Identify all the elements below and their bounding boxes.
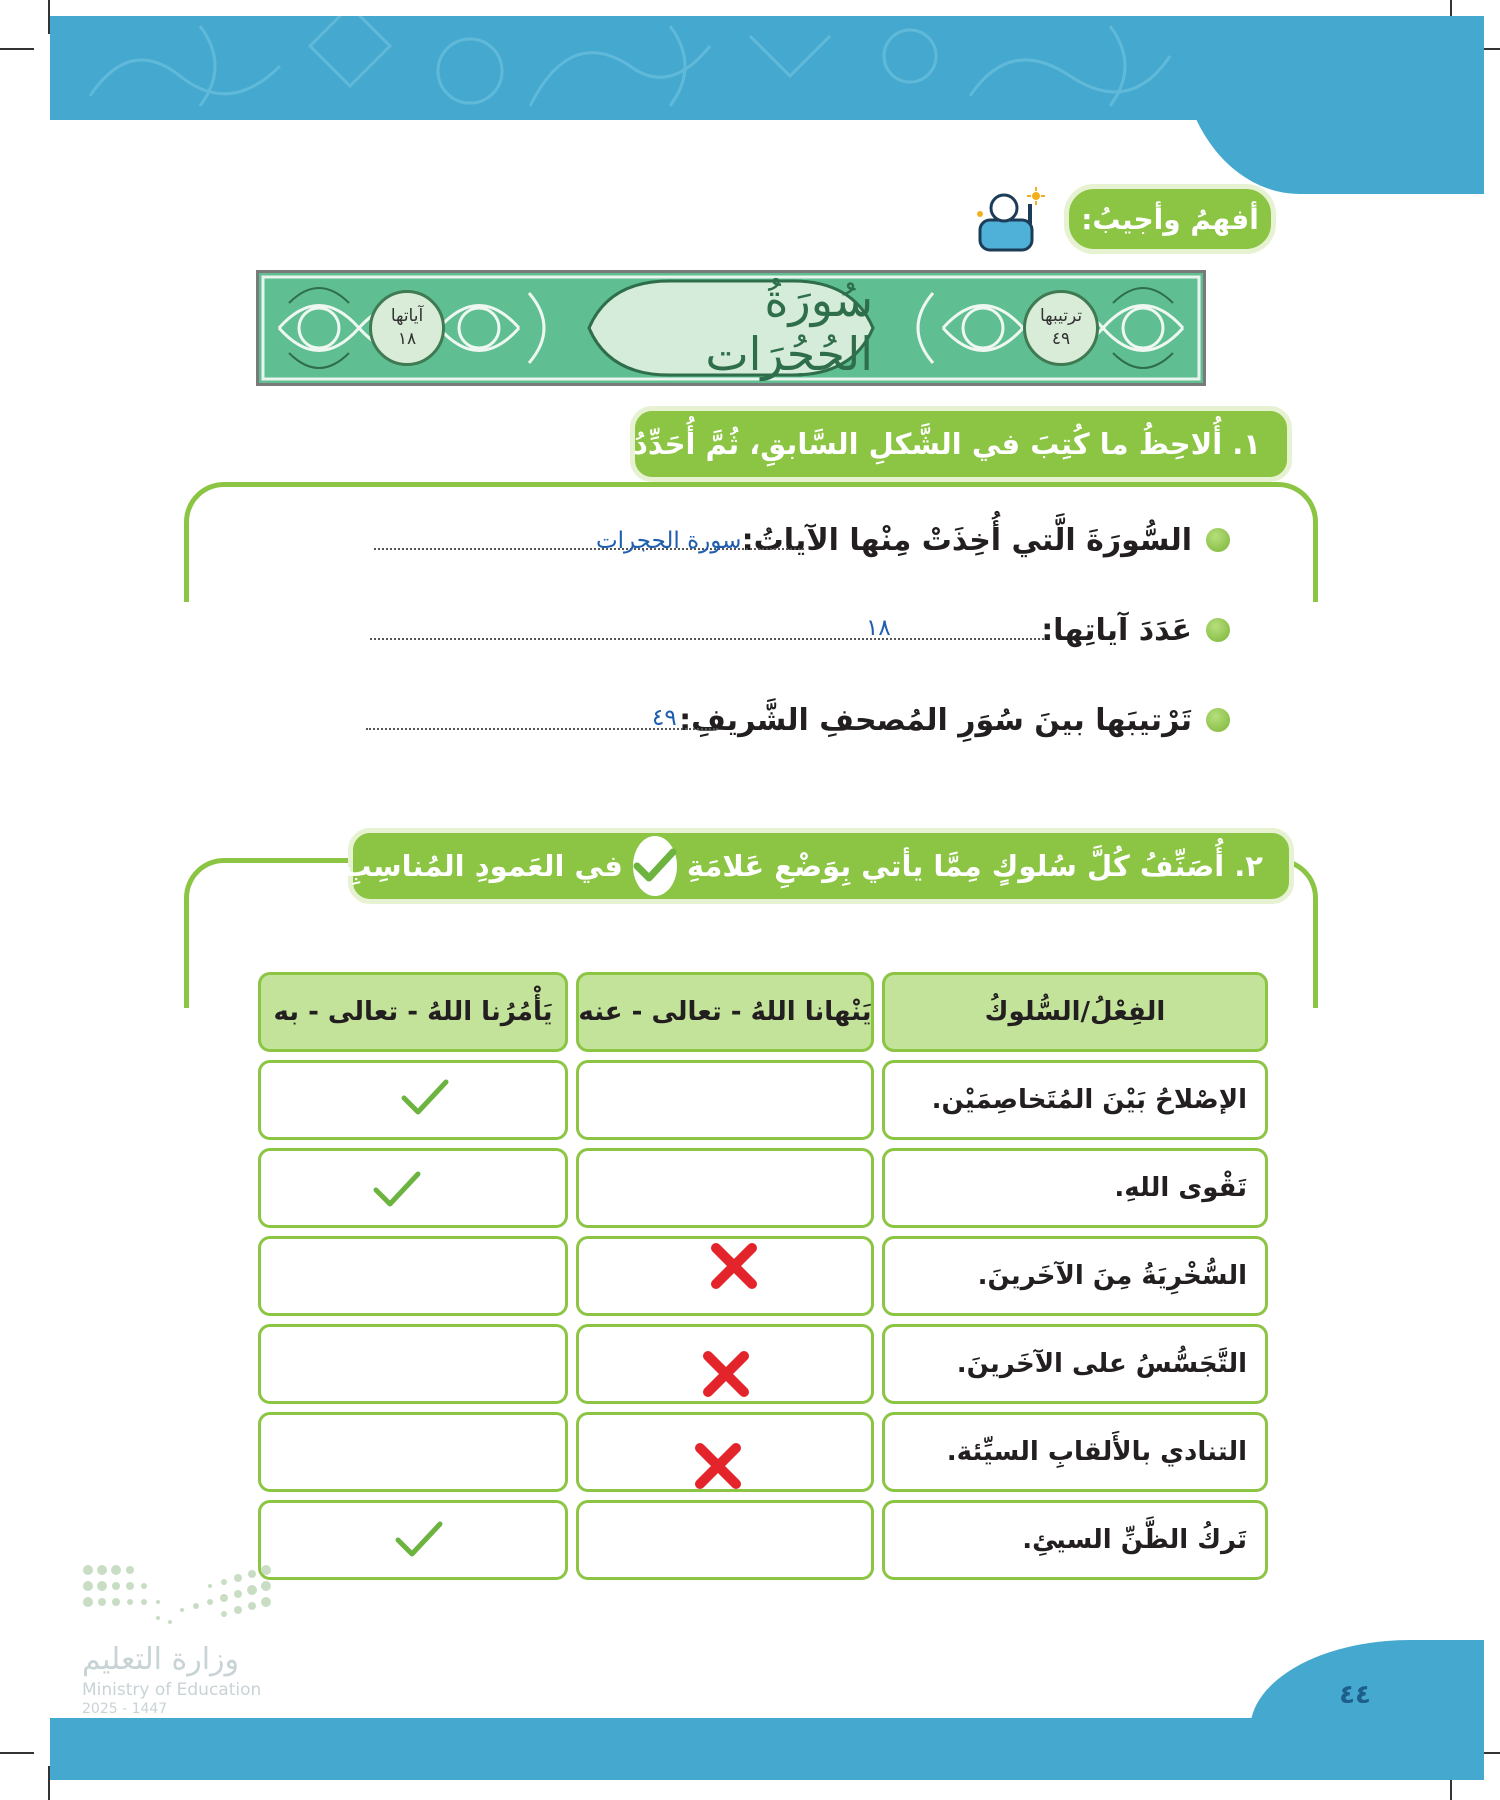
verses-count-answer: ١٨ xyxy=(866,615,891,641)
answer-line xyxy=(370,638,1044,640)
surah-frame xyxy=(256,270,1206,386)
crop-mark xyxy=(0,48,34,50)
page-number: ٤٤ xyxy=(1339,1680,1371,1710)
column-header-commanded: يَأْمُرُنا اللهُ - تعالى - به xyxy=(258,972,568,1052)
action-text: التَّجَسُّسُ على الآخَرينَ. xyxy=(956,1349,1247,1379)
question2-prompt-end: في العَمودِ المُناسِبِ. xyxy=(331,849,623,883)
check-mark-icon xyxy=(372,1168,422,1214)
question2-prompt-start: ٢. أُصَنِّفُ كُلَّ سُلوكٍ مِمَّا يأتي بِوَضْعِ عَلامَةِ xyxy=(686,849,1263,883)
table-row-action xyxy=(882,1236,1268,1316)
verses-count-medallion xyxy=(369,290,445,366)
check-mark-icon xyxy=(394,1518,444,1564)
surah-title: سُورَةُ الحُجُرَات xyxy=(705,273,873,381)
crop-mark xyxy=(0,1752,34,1754)
surah-order-label: تَرْتيبَها بينَ سُوَرِ المُصحفِ الشَّريفِ: xyxy=(679,702,1192,738)
cross-mark-icon xyxy=(692,1440,744,1496)
column-header-action: الفِعْلُ/السُّلوكُ xyxy=(882,972,1268,1052)
bullet-icon xyxy=(1206,528,1230,552)
action-text: تَركُ الظَّنِّ السيئِ. xyxy=(1022,1525,1247,1555)
table-row-action xyxy=(882,1324,1268,1404)
table-row-action xyxy=(882,1412,1268,1492)
commanded-cell[interactable] xyxy=(258,1236,568,1316)
answer-row-order xyxy=(679,698,1230,742)
action-text: تَقْوى اللهِ. xyxy=(1114,1173,1247,1203)
question1-prompt: ١. أُلاحِظُ ما كُتِبَ في الشَّكلِ السَّابقِ، ثُمَّ أُحَدِّدُ: xyxy=(630,406,1292,482)
answer-row-verses xyxy=(1041,608,1230,652)
edition-year: 2025 - 1447 xyxy=(82,1701,168,1717)
table-row-action xyxy=(882,1500,1268,1580)
verses-count-label: عَدَدَ آياتِها: xyxy=(1041,612,1192,648)
surah-name-label: السُّورَةَ الَّتي أُخِذَتْ مِنْها الآياتُ: xyxy=(741,522,1192,558)
forbidden-cell[interactable] xyxy=(576,1148,874,1228)
action-text: السُّخْرِيَةُ مِنَ الآخَرينَ. xyxy=(977,1261,1247,1291)
surah-order-answer: ٤٩ xyxy=(652,705,677,731)
ministry-logo-icon xyxy=(82,1562,272,1630)
table-row-action xyxy=(882,1060,1268,1140)
surah-name-answer: سورة الحجرات xyxy=(596,528,742,554)
thinking-student-icon xyxy=(974,186,1048,252)
table-row-action xyxy=(882,1148,1268,1228)
question2-prompt xyxy=(331,828,1294,904)
check-mark-icon xyxy=(633,836,677,896)
commanded-cell[interactable] xyxy=(258,1324,568,1404)
order-label: ترتيبها xyxy=(1039,306,1083,327)
bullet-icon xyxy=(1206,708,1230,732)
column-header-forbidden: يَنْهانا اللهُ - تعالى - عنه xyxy=(576,972,874,1052)
top-banner-tab xyxy=(1180,16,1484,194)
commanded-cell[interactable] xyxy=(258,1412,568,1492)
order-value: ٤٩ xyxy=(1051,329,1071,349)
cross-mark-icon xyxy=(708,1240,760,1296)
forbidden-cell[interactable] xyxy=(576,1500,874,1580)
bullet-icon xyxy=(1206,618,1230,642)
forbidden-cell[interactable] xyxy=(576,1060,874,1140)
action-text: التنادي بالأَلقابِ السيِّئة. xyxy=(946,1437,1247,1467)
check-mark-icon xyxy=(400,1076,450,1122)
verses-label: آياتها xyxy=(390,306,424,327)
ministry-name-arabic: وزارة التعليم xyxy=(82,1642,240,1677)
action-text: الإصْلاحُ بَيْنَ المُتَخاصِمَيْن. xyxy=(931,1085,1247,1115)
verses-value: ١٨ xyxy=(397,329,417,349)
bottom-banner xyxy=(50,1718,1484,1780)
cross-mark-icon xyxy=(700,1348,752,1404)
surah-order-medallion xyxy=(1023,290,1099,366)
ministry-name-english: Ministry of Education xyxy=(82,1680,262,1700)
answer-row-surah xyxy=(742,518,1230,562)
understand-answer-label: أفهمُ وأجيبُ: xyxy=(1064,184,1276,254)
